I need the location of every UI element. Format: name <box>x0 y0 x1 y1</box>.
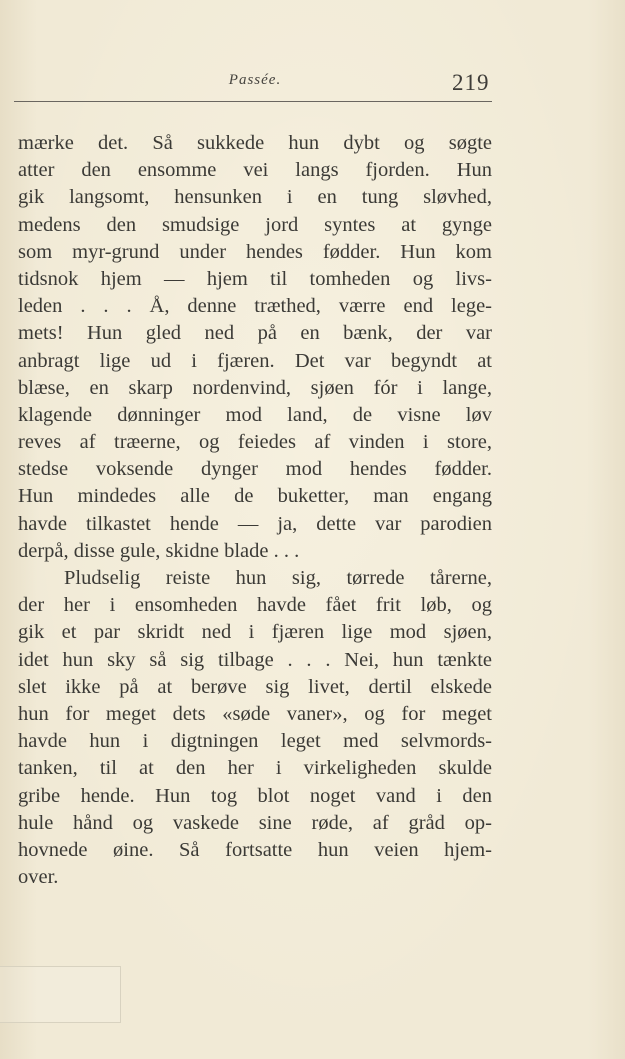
body-text <box>18 130 492 891</box>
text-line: tidsnok hjem — hjem til tomheden og livs- <box>18 267 492 290</box>
text-line: Pludselig reiste hun sig, tørrede tårerne, <box>64 567 492 589</box>
text-line: over. <box>18 866 59 889</box>
text-line: havde tilkastet hende — ja, dette var parodien <box>18 512 492 535</box>
text-line: blæse, en skarp nordenvind, sjøen fór i lange, <box>18 376 492 399</box>
text-line: leden . . . Å, denne træthed, værre end lege- <box>18 295 492 318</box>
text-line: mets! Hun gled ned på en bænk, der var <box>18 322 492 345</box>
text-line: hovnede øine. Så fortsatte hun veien hjem- <box>18 838 492 861</box>
text-line: der her i ensomheden havde fået frit løb, og <box>18 594 492 617</box>
text-line: derpå, disse gule, skidne blade . . . <box>18 539 300 562</box>
text-line: slet ikke på at berøve sig livet, dertil elskede <box>18 675 492 698</box>
text-line: som myr-grund under hendes fødder. Hun kom <box>18 240 492 263</box>
page-number: 219 <box>452 70 490 95</box>
text-line: gribe hende. Hun tog blot noget vand i den <box>18 784 492 807</box>
text-line: stedse voksende dynger mod hendes fødder. <box>18 458 492 481</box>
header-rule <box>14 101 492 102</box>
text-line: hun for meget dets «søde vaner», og for meget <box>18 702 492 725</box>
running-title: Passée. <box>228 72 282 88</box>
text-line: atter den ensomme vei langs fjorden. Hun <box>18 159 492 182</box>
text-line: reves af træerne, og feiedes af vinden i store, <box>18 431 492 454</box>
text-line: mærke det. Så sukkede hun dybt og søgte <box>18 132 492 154</box>
text-line: anbragt lige ud i fjæren. Det var begyndt at <box>18 349 492 372</box>
text-line: hule hånd og vaskede sine røde, af gråd op- <box>18 811 492 834</box>
text-line: Hun mindedes alle de buketter, man engang <box>18 485 492 508</box>
library-label-box <box>0 966 121 1023</box>
text-line: tanken, til at den her i virkeligheden skulde <box>18 757 492 780</box>
text-line: gik langsomt, hensunken i en tung sløvhed, <box>18 186 492 209</box>
text-line: medens den smudsige jord syntes at gynge <box>18 213 492 236</box>
text-line: klagende dønninger mod land, de visne løv <box>18 403 492 426</box>
text-line: idet hun sky så sig tilbage . . . Nei, hun tænkte <box>18 648 492 671</box>
text-line: havde hun i digtningen leget med selvmords- <box>18 730 492 753</box>
text-line: gik et par skridt ned i fjæren lige mod sjøen, <box>18 621 492 644</box>
